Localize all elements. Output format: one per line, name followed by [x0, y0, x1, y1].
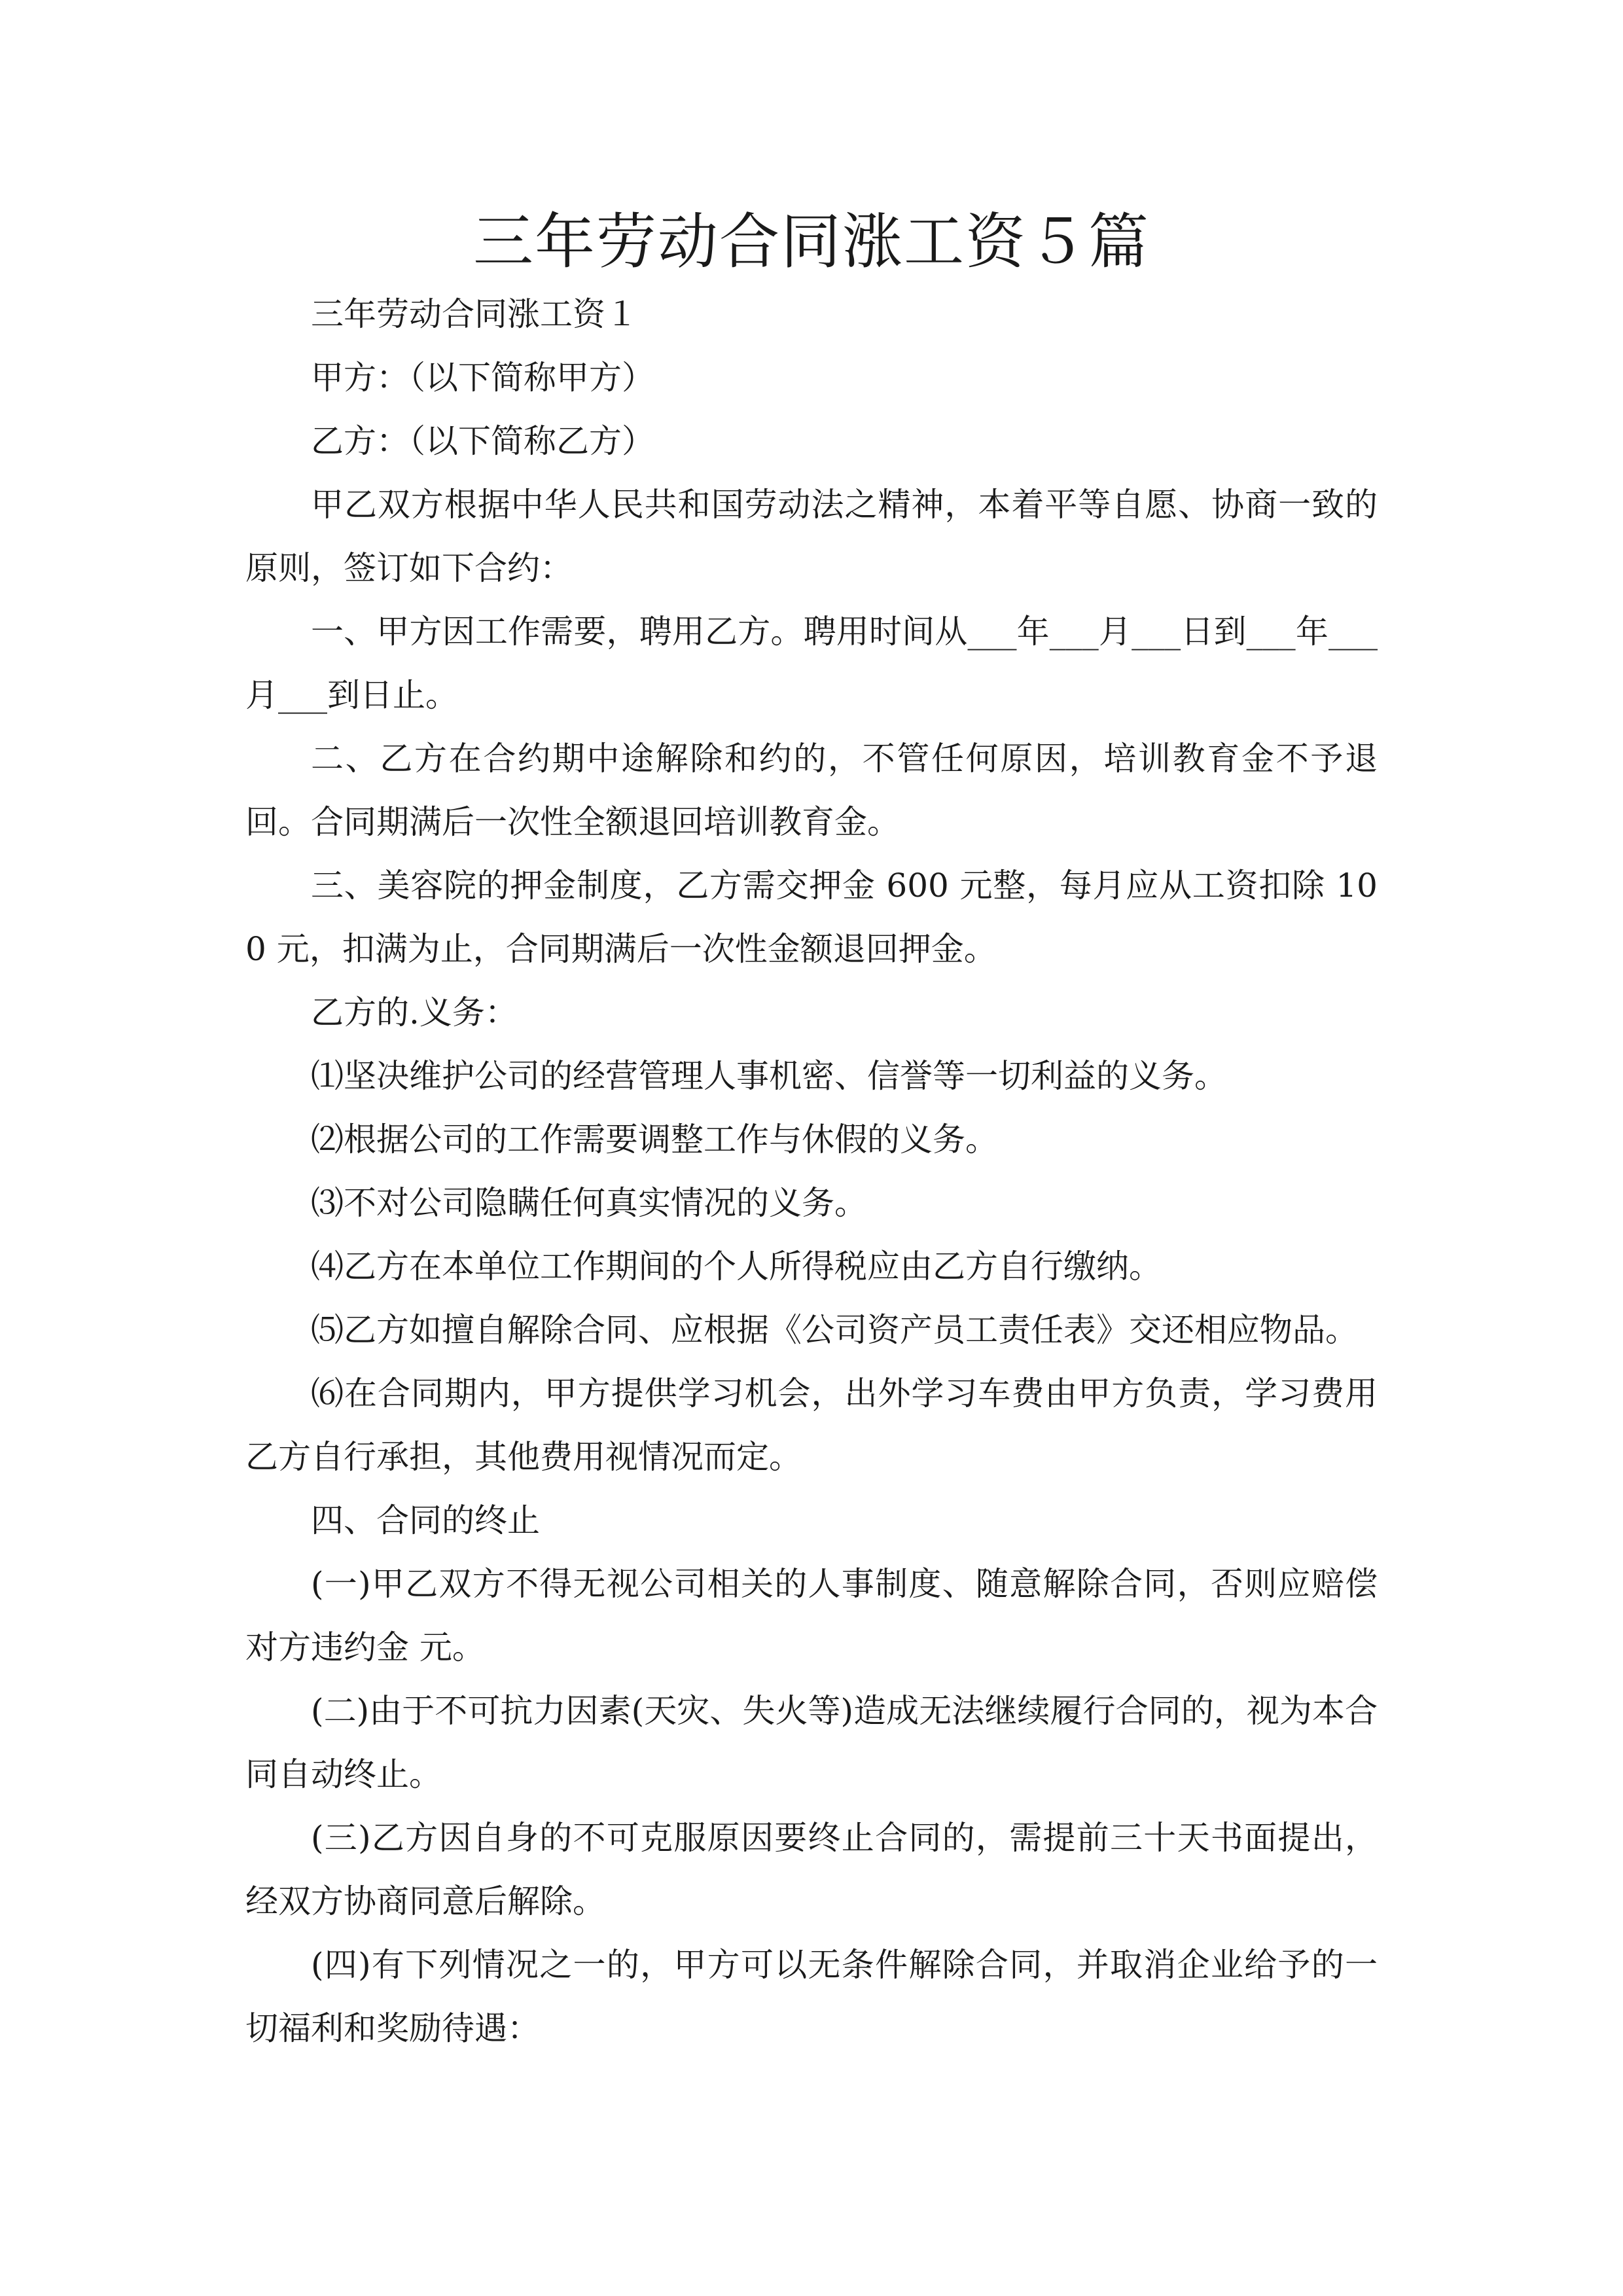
termination-heading: 四、合同的终止	[311, 1501, 540, 1539]
termination-item-1: (一)甲乙双方不得无视公司相关的人事制度、随意解除合同，否则应赔偿对方违约金 元。	[245, 1565, 1378, 1666]
obligation-item-4: ⑷乙方在本单位工作期间的个人所得税应由乙方自行缴纳。	[311, 1247, 1162, 1285]
termination-item-3: (三)乙方因自身的不可克服原因要终止合同的，需提前三十天书面提出，经双方协商同意后解除。	[245, 1819, 1378, 1920]
obligation-item-6: ⑹在合同期内，甲方提供学习机会，出外学习车费由甲方负责，学习费用乙方自行承担，其他费用视情况而定。	[245, 1374, 1378, 1476]
preamble-paragraph: 甲乙双方根据中华人民共和国劳动法之精神，本着平等自愿、协商一致的原则，签订如下合约：	[245, 486, 1378, 587]
party-a-line: 甲方：（以下简称甲方）	[311, 359, 654, 397]
document-title: 三年劳动合同涨工资５篇	[473, 207, 1150, 277]
termination-item-4: (四)有下列情况之一的，甲方可以无条件解除合同，并取消企业给予的一切福利和奖励待遇：	[245, 1946, 1378, 2047]
document-body	[245, 283, 1378, 2060]
clause-2: 二、乙方在合约期中途解除和约的，不管任何原因，培训教育金不予退回。合同期满后一次性全额退回培训教育金。	[245, 740, 1378, 841]
obligation-item-1: ⑴坚决维护公司的经营管理人事机密、信誉等一切利益的义务。	[311, 1057, 1227, 1095]
termination-item-2: (二)由于不可抗力因素(天灾、失火等)造成无法继续履行合同的，视为本合同自动终止。	[245, 1692, 1378, 1793]
clause-1: 一、甲方因工作需要，聘用乙方。聘用时间从___年___月___日到___年___月___到日止。	[245, 613, 1378, 714]
obligation-item-2: ⑵根据公司的工作需要调整工作与休假的义务。	[311, 1121, 998, 1158]
contract-subtitle: 三年劳动合同涨工资１	[311, 295, 638, 333]
clause-3: 三、美容院的押金制度，乙方需交押金 600 元整，每月应从工资扣除 100 元，扣满为止，合同期满后一次性金额退回押金。	[245, 867, 1378, 968]
obligation-item-3: ⑶不对公司隐瞒任何真实情况的义务。	[311, 1184, 867, 1222]
obligations-heading: 乙方的.义务：	[311, 994, 518, 1031]
party-b-line: 乙方：（以下简称乙方）	[311, 422, 654, 460]
obligation-item-5: ⑸乙方如擅自解除合同、应根据《公司资产员工责任表》交还相应物品。	[311, 1311, 1358, 1349]
